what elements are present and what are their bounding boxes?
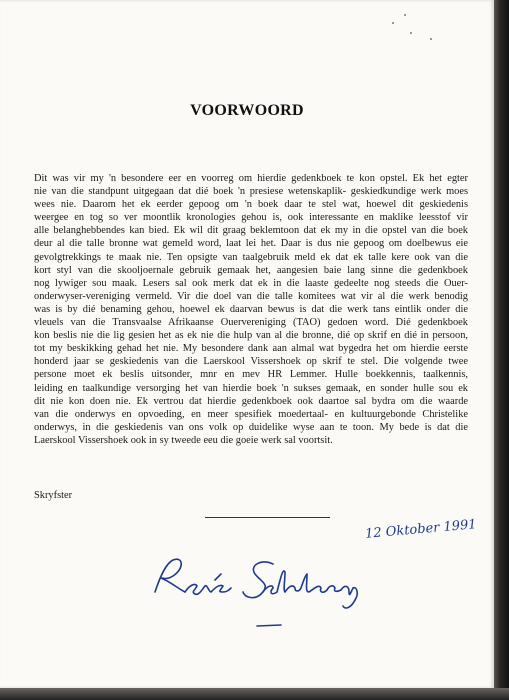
body-line: gevolgtrekkings te maak nie. Ten opsigte van taalgebruik meld ek dat ek talle kere ook van die — [34, 251, 468, 263]
body-line: leiding en taalkundige versorging het van hierdie boek 'n sukses gemaak, en sonder hulle sou ek — [34, 382, 468, 394]
body-line: was is by dié benaming gehou, hoewel ek daarvan bewus is dat die werk tans eintlik onder die — [34, 303, 468, 315]
body-line: Laerskool Vissershoek ook in sy tweede eeu die goeie werk sal voortsit. — [34, 434, 333, 446]
body-line: honderd jaar se geskiedenis van die Laerskool Vissershoek op skrif te stel. Die volgende twee — [34, 356, 468, 368]
body-line: vleuels van die Transvaalse Afrikaanse Ouervereniging (TAO) gedoen word. Dié gedenkboek — [34, 317, 468, 329]
speck — [404, 14, 406, 16]
body-line: kort styl van die skooljoernale gebruik gemaak het, aangesien baie lang sinne die gedenkboek — [34, 264, 468, 276]
body-line: deur al die talle bronne wat gemeld word, laat lei het. Daar is dus nie gepoog om doelbewus eie — [34, 238, 468, 250]
body-line: alle belanghebbendes kan bied. Ek wil dit graag beklemtoon dat ek my in die opstel van die boek — [34, 225, 468, 237]
body-line: onderwys, in die geskiedenis van ons volk op duidelike wyse aan te toon. My bede is dat die — [34, 421, 468, 433]
page-edge-shadow — [494, 0, 509, 700]
body-line: Dit was vir my 'n besondere eer en voorreg om hierdie gedenkboek te kon opstel. Ek het egter — [34, 173, 468, 184]
body-line: persone moet ek beslis uitsonder, mnr en mev HR Lemmer. Hulle boekkennis, taalkennis, — [34, 369, 468, 381]
speck — [392, 22, 394, 24]
body-line: tot my beskikking gehad het nie. My besondere dank aan almal wat bygedra het om hierdie eerste — [34, 343, 468, 355]
signatory-label: Skryfster — [34, 490, 73, 501]
page-bottom-shadow — [0, 688, 509, 700]
speck — [430, 38, 432, 40]
body-line: nie van die standpunt uitgegaan dat dié boek 'n presiese wetenskaplik- geskiedkundige werk moes — [34, 186, 468, 198]
page-title: VOORWOORD — [190, 102, 304, 119]
body-line: kon beslis nie die lig gesien het as ek nie die hulp van al die bronne, dié op skrif en dié in persoon, — [34, 330, 468, 342]
body-line: dit nie kon doen nie. Ek vertrou dat hierdie gedenkboek ook daartoe sal bydra om die waarde — [34, 395, 468, 407]
body-line: nog lywiger sou maak. Lesers sal ook merk dat ek in die laaste gedeelte nog steeds die Ouer- — [34, 277, 468, 289]
body-line: van die onderwys en opvoeding, en meer spesifiek moedertaal- en kultuurgebonde Christelike — [34, 408, 468, 420]
preface-body — [34, 172, 468, 447]
speck — [410, 32, 412, 34]
body-line: onderwyser-vereniging vermeld. Vir die doel van die talle komitees wat vir al die werk benodig — [34, 290, 468, 302]
body-line: wees nie. Daarom het ek eerder gepoog om 'n boek daar te stel wat, hoewel dit geskiedenis — [34, 199, 468, 211]
paper-specks — [390, 10, 450, 50]
signature-line — [205, 517, 330, 518]
body-line: weergee en tog so ver moontlik kronologies gehou is, ook interessante en maklike leesstof vir — [34, 212, 468, 224]
handwritten-signature — [145, 548, 375, 638]
handwritten-date: 12 Oktober 1991 — [364, 517, 478, 542]
